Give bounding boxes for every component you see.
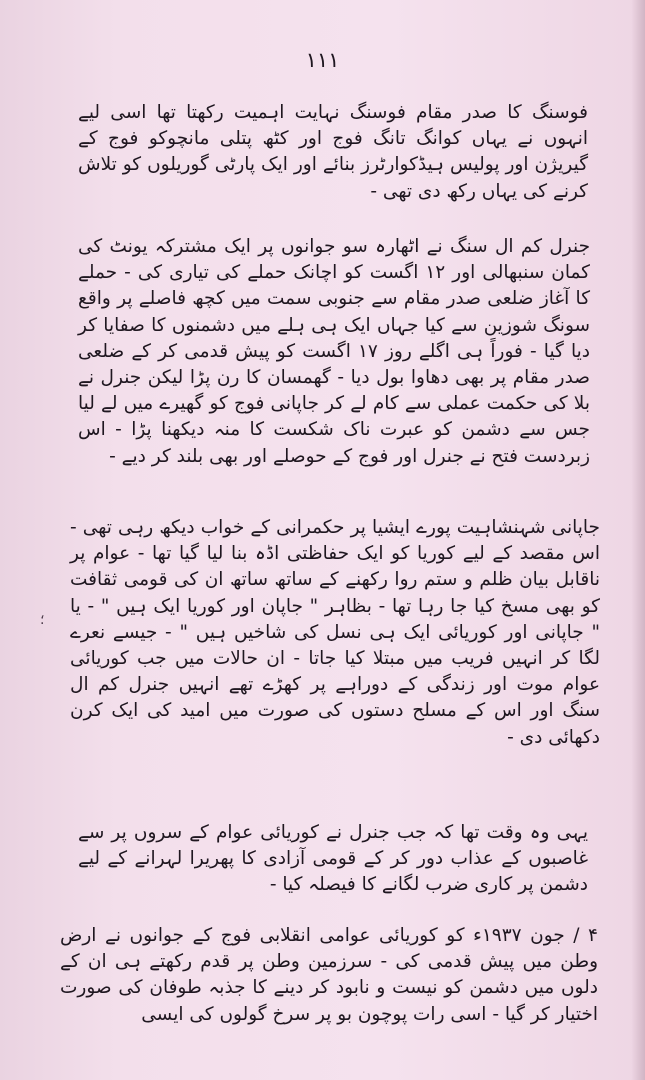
paragraph-5: ۴ / جون ۱۹۳۷ء کو کوریائی عوامی انقلابی فوج کے جوانوں نے ارض وطن میں پیش قدمی کی - سرزمین وطن پر قدم رکھتے ہی ان کے دلوں میں دشمن کو نیست و نابود کر دینے کا جذبہ طوفان کی صورت اختیار کر گیا - اسی رات پوچون بو پر سرخ گولوں کی ایسی — [60, 925, 598, 1025]
paragraph-1: فوسنگ کا صدر مقام فوسنگ نہایت اہمیت رکھتا تھا اسی لیے انہوں نے یہاں کوانگ تانگ فوج اور کٹھ پتلی مانچوکو فوج کے گیریژن اور پولیس ہیڈکوارٹرز بنائے اور ایک پارٹی گوریلوں کو تلاش کرنے کی یہاں رکھ دی تھی - — [78, 102, 588, 202]
page-number: ۱۱۱ — [305, 48, 340, 72]
paragraph-4: یہی وہ وقت تھا کہ جب جنرل نے کوریائی عوام کے سروں پر سے غاصبوں کے عذاب دور کر کے قومی آزادی کا پھریرا لہرانے کے لیے دشمن پر کاری ضرب لگانے کا فیصلہ کیا - — [78, 822, 588, 896]
margin-mark: ؛ — [40, 612, 45, 628]
paragraph-3: جاپانی شہنشاہیت پورے ایشیا پر حکمرانی کے خواب دیکھ رہی تھی - اس مقصد کے لیے کوریا کو ایک حفاظتی اڈہ بنا لیا گیا تھا - عوام پر ناقابل بیان ظلم و ستم روا رکھنے کے ساتھ ساتھ ان کی قومی ثقافت کو بھی مسخ کیا جا رہا تھا - بظاہر " جاپان اور کوریا ایک ہیں " - یا " جاپانی اور کوریائی ایک ہی نسل کی شاخیں ہیں " - جیسے نعرے لگا کر انہیں فریب میں مبتلا کیا جاتا - ان حالات میں جب کوریائی عوام موت اور زندگی کے دوراہے پر کھڑے تھے انہیں جنرل کم ال سنگ اور اس کے مسلح دستوں کی صورت میں امید کی ایک کرن دکھائی دی - — [70, 517, 600, 748]
paragraph-2: جنرل کم ال سنگ نے اٹھارہ سو جوانوں پر ایک مشترکہ یونٹ کی کمان سنبھالی اور ۱۲ اگست کو اچانک حملے کی تیاری کی - حملے کا آغاز ضلعی صدر مقام سے جنوبی سمت میں کچھ فاصلے پر واقع سونگ شوزین سے کیا جہاں ایک ہی ہلے میں دشمنوں کا صفایا کر دیا گیا - فوراً ہی اگلے روز ۱۷ اگست کو پیش قدمی کر کے ضلعی صدر مقام پر بھی دھاوا بول دیا - گھمسان کا رن پڑا لیکن جنرل نے بلا کی حکمت عملی سے کام لے کر جاپانی فوج کو گھیرے میں لے لیا جس سے دشمن کو عبرت ناک شکست کا منہ دیکھنا پڑا - اس زبردست فتح نے جنرل اور فوج کے حوصلے اور بھی بلند کر دیے - — [78, 236, 590, 467]
page-edge-shadow — [631, 0, 645, 1080]
